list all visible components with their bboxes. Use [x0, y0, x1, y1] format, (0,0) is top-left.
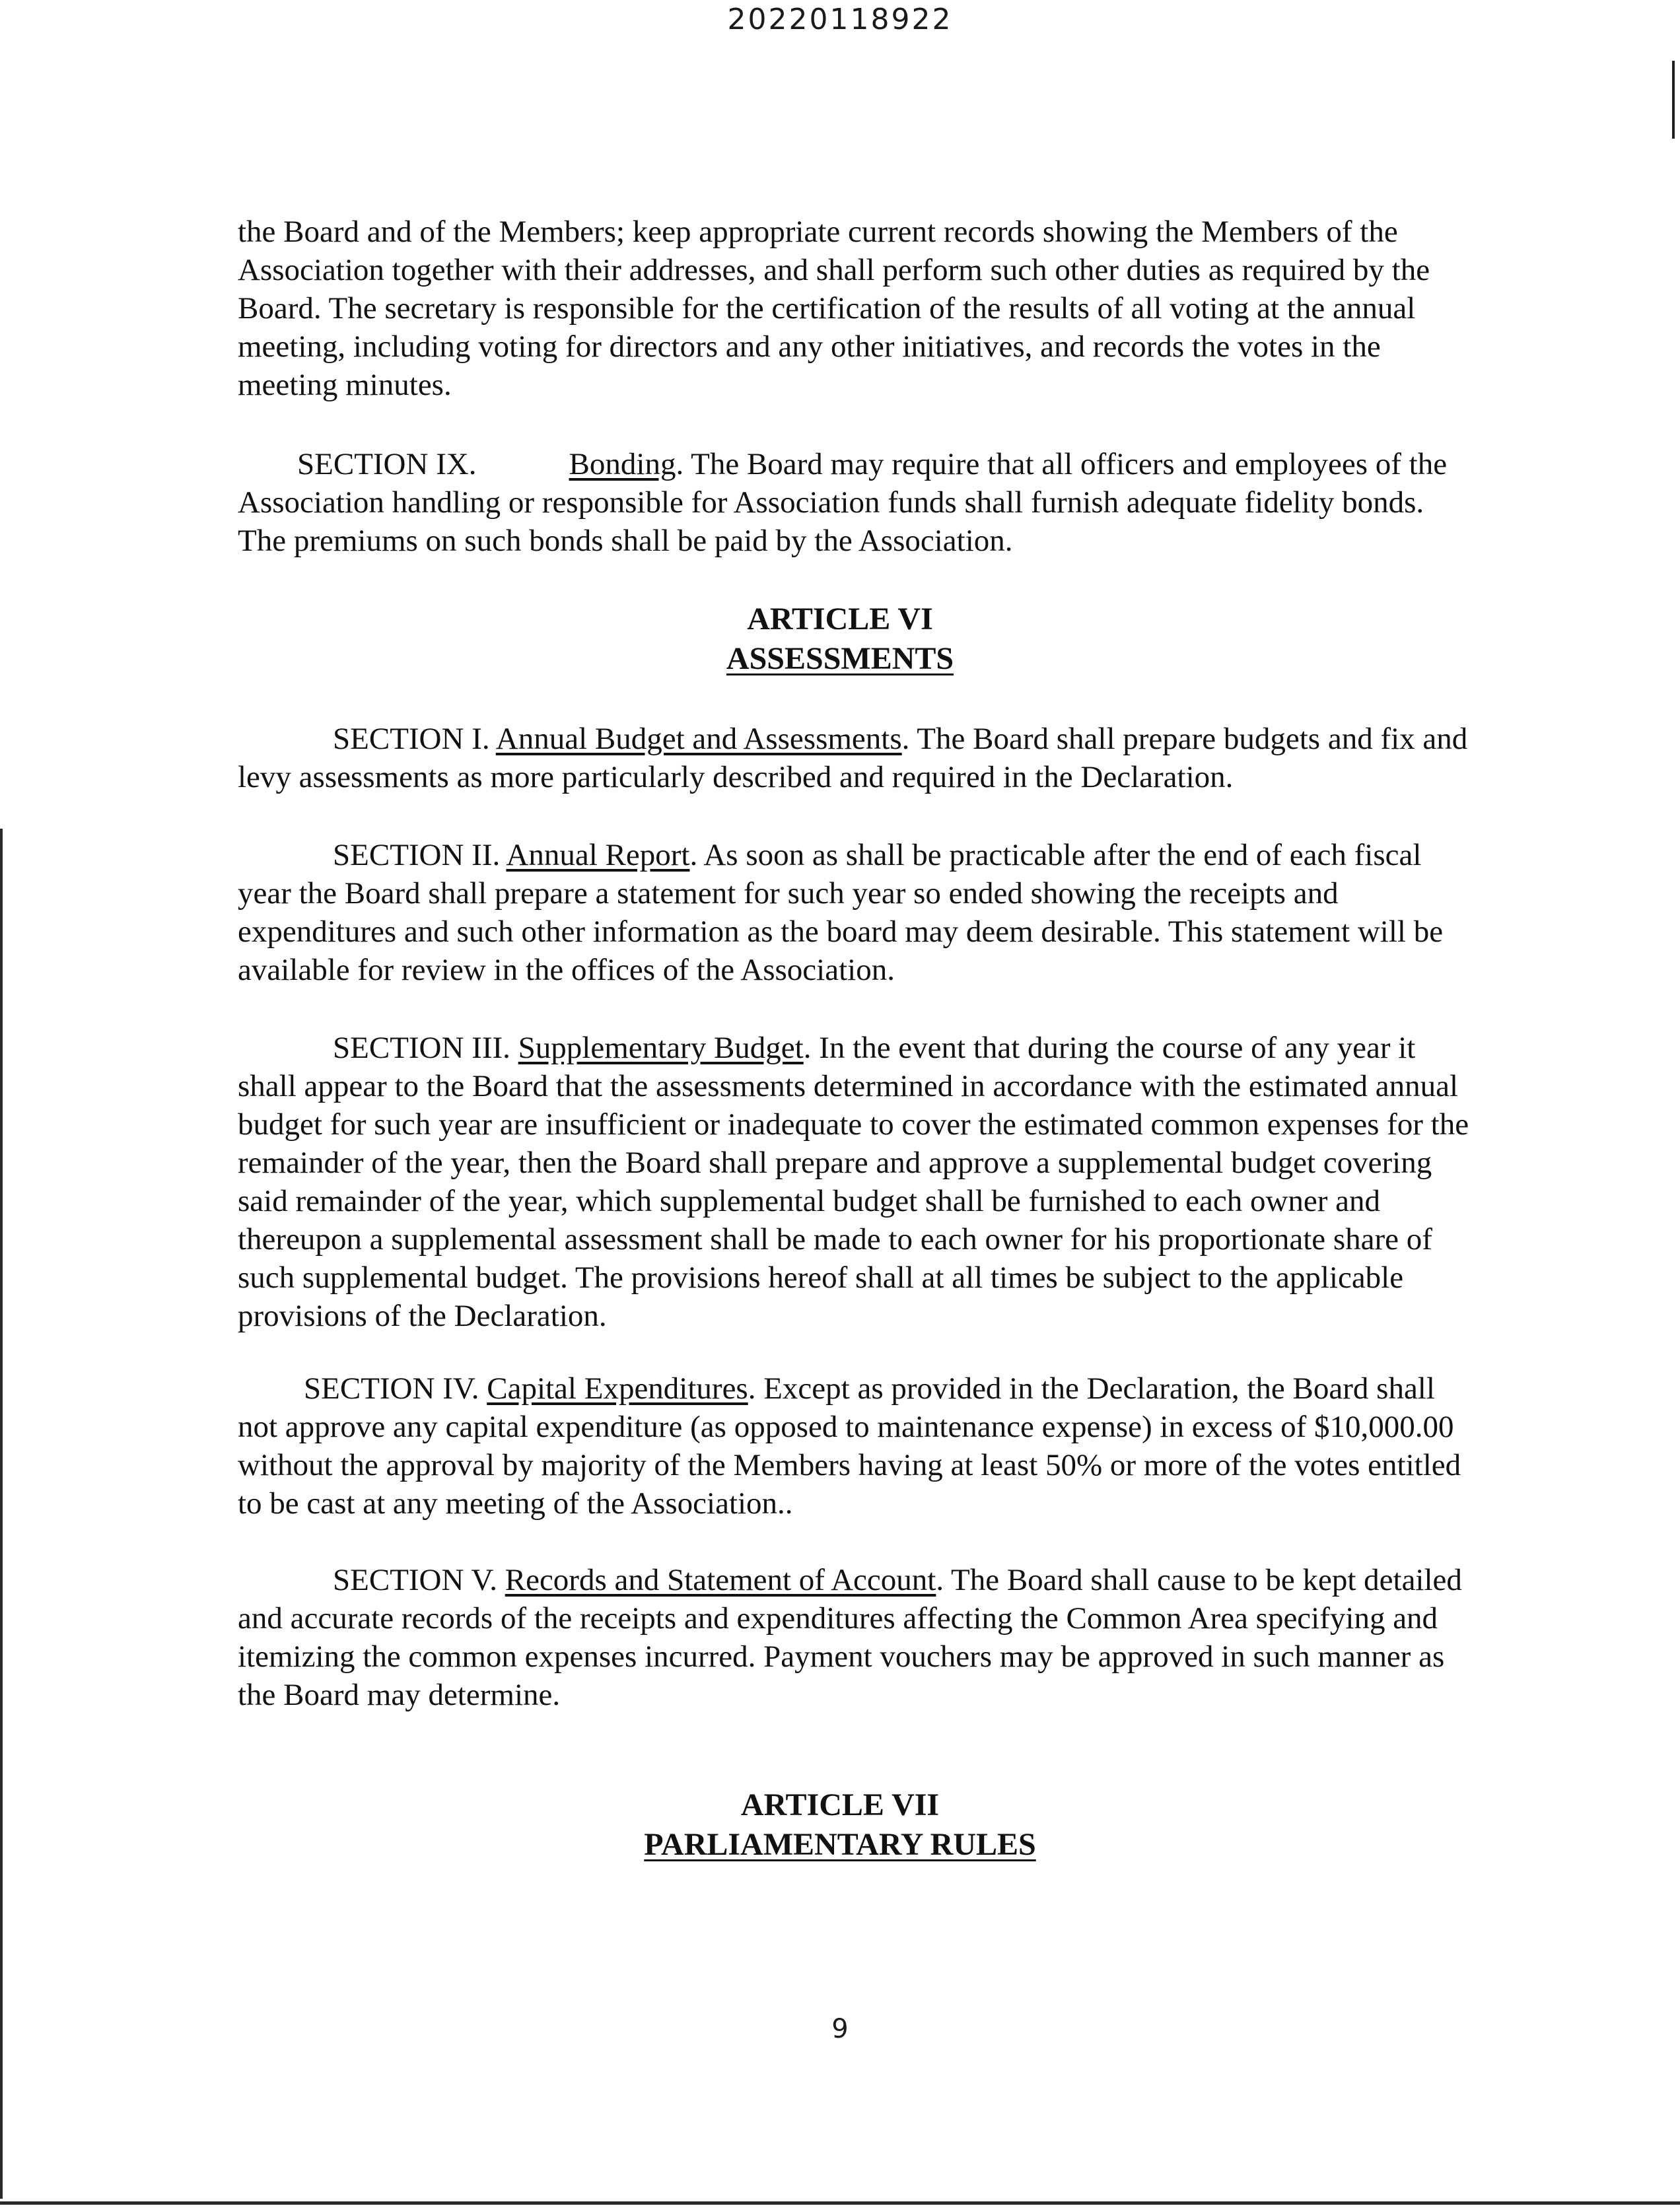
section-title: Annual Report — [506, 838, 690, 872]
article-vi-section-2 — [238, 836, 1473, 989]
section-body: . Except as provided in the Declaration, the Board shall not approve any capital expenditure (as opposed to maintenance expense) in excess of $10,000.00 without the approval by majority of the Members having at least 50% or more of the votes entitled to be cast at any meeting of the Association.. — [238, 1371, 1461, 1521]
section-label: SECTION I. — [333, 722, 490, 756]
section-title: Annual Budget and Assessments — [495, 722, 902, 756]
article-vi-title: ASSESSMENTS — [726, 641, 954, 676]
section-label: SECTION V. — [333, 1563, 497, 1597]
article-vii-title: PARLIAMENTARY RULES — [644, 1827, 1036, 1862]
section-ix-title: Bonding — [569, 447, 676, 481]
document-number: 20220118922 — [727, 3, 953, 36]
section-ix-label: SECTION IX. — [297, 447, 477, 481]
section-body: . In the event that during the course of any year it shall appear to the Board that the assessments determined in accordance with the estimated annual budget for such year are insufficient or inadequate to cover the estimated common expenses for the remainder of the year, then the Board shall prepare and approve a supplemental budget covering said remainder of the year, which supplemental budget shall be furnished to each owner and thereupon a supplemental assessment shall be made to each owner for his proportionate share of such supplemental budget. The provisions hereof shall at all times be subject to the applicable provisions of the Declaration. — [238, 1031, 1469, 1333]
article-vii-number: ARTICLE VII — [740, 1787, 940, 1822]
article-vi-heading — [0, 600, 1680, 679]
section-body: . The Board shall prepare budgets and fix and levy assessments as more particularly described and required in the Declaration. — [238, 722, 1468, 794]
section-label: SECTION II. — [333, 838, 501, 872]
page-number: 9 — [831, 2014, 849, 2044]
article-vi-section-4 — [238, 1369, 1473, 1523]
article-vi-section-1 — [238, 720, 1473, 796]
section-title: Supplementary Budget — [518, 1031, 804, 1065]
scan-edge-left — [0, 829, 3, 2199]
section-body: . The Board shall cause to be kept detailed and accurate records of the receipts and expenditures affecting the Common Area specifying and itemizing the common expenses incurred. Payment vouchers may be approved in such manner as the Board may determine. — [238, 1563, 1462, 1712]
section-body: . As soon as shall be practicable after the end of each fiscal year the Board shall prepare a statement for such year so ended showing the receipts and expenditures and such other information as the board may deem desirable. This statement will be available for review in the offices of the Association. — [238, 838, 1444, 987]
article-vi-section-5 — [238, 1561, 1473, 1714]
section-title: Records and Statement of Account — [505, 1563, 936, 1597]
article-vi-section-3 — [238, 1029, 1473, 1335]
section-label: SECTION III. — [333, 1031, 510, 1065]
section-title: Capital Expenditures — [487, 1371, 748, 1406]
section-label: SECTION IV. — [304, 1371, 479, 1406]
article-vii-heading — [0, 1785, 1680, 1865]
section-ix-body: . The Board may require that all officers and employees of the Association handling or responsible for Association funds shall furnish adequate fidelity bonds. The premiums on such bonds shall be paid by the Association. — [238, 447, 1448, 558]
article-vi-number: ARTICLE VI — [747, 602, 933, 637]
section-ix-paragraph — [238, 445, 1473, 560]
scan-edge-right — [1672, 61, 1675, 139]
continuation-paragraph: the Board and of the Members; keep appropriate current records showing the Members of the Association together with their addresses, and shall perform such other duties as required by the Board. The secretary is responsible for the certification of the results of all voting at the annual meeting, including voting for directors and any other initiatives, and records the votes in the meeting minutes. — [238, 215, 1430, 402]
scan-edge-bottom — [0, 2201, 1680, 2205]
